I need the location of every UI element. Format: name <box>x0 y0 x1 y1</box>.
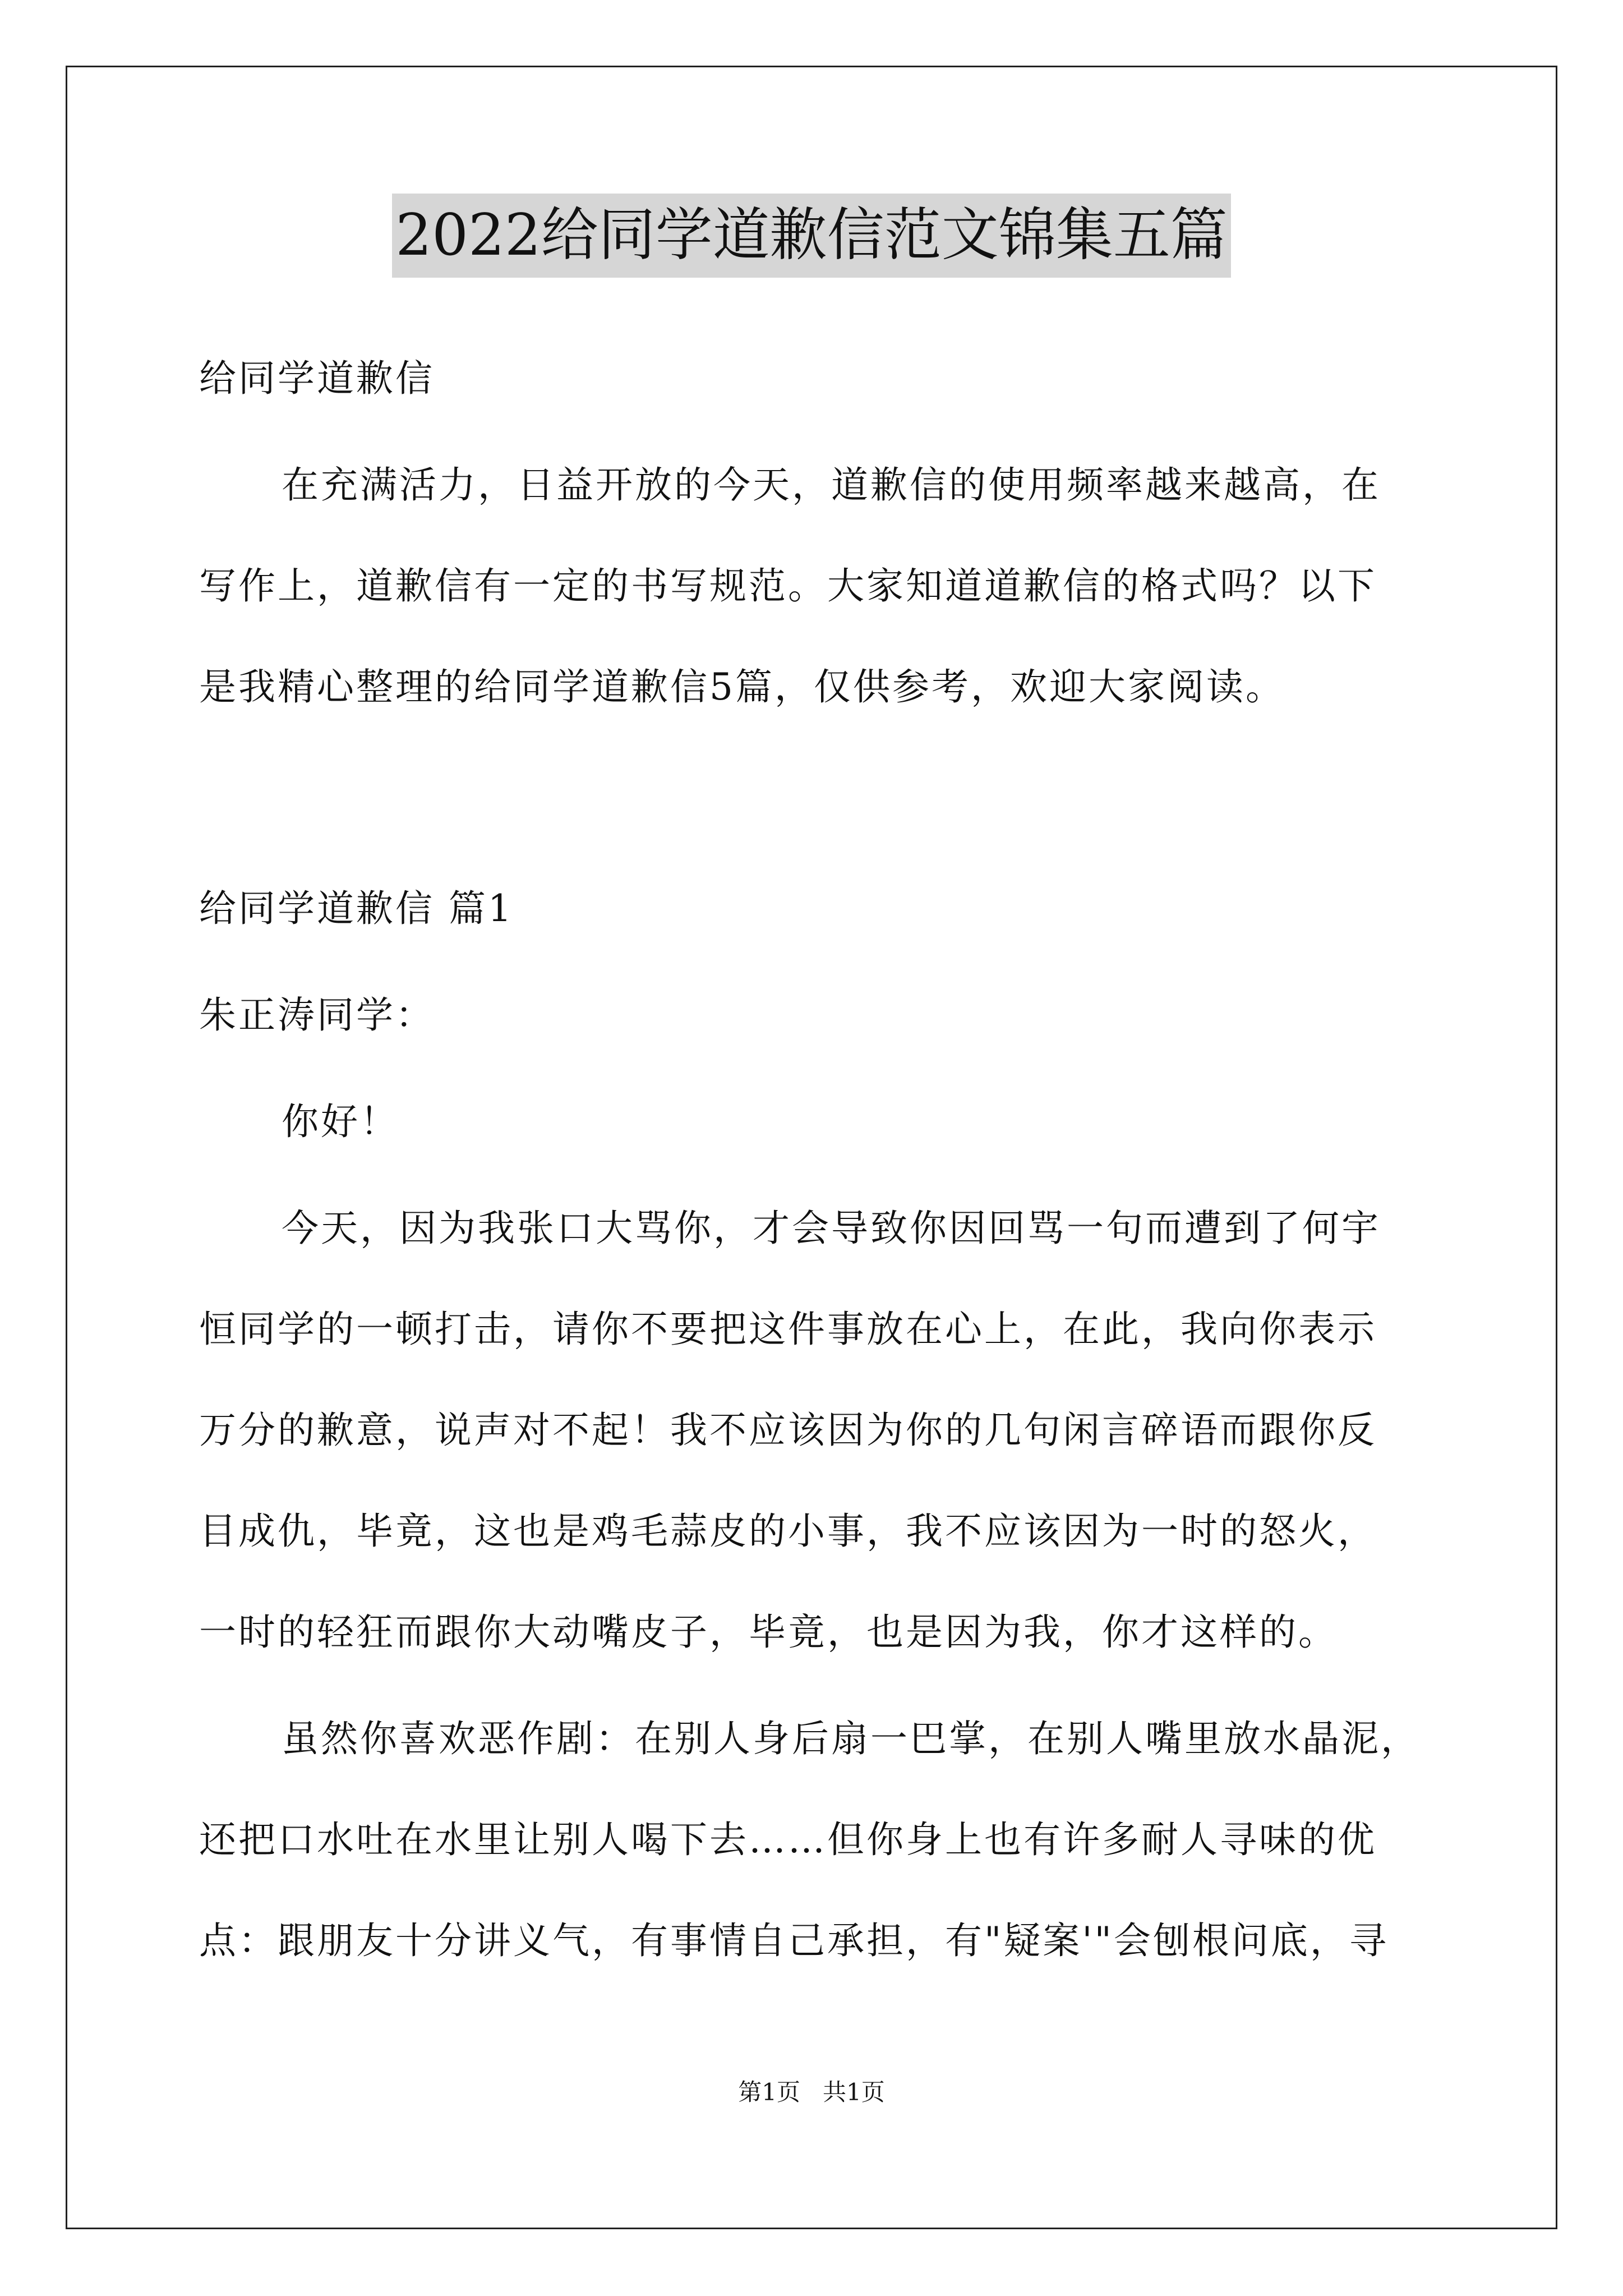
paragraph2-line: 还把口水吐在水里让别人喝下去……但你身上也有许多耐人寻味的优 <box>199 1818 1377 1861</box>
page-footer <box>0 2076 1623 2109</box>
paragraph1-line: 万分的歉意，说声对不起！我不应该因为你的几句闲言碎语而跟你反 <box>199 1409 1377 1452</box>
paragraph1-line: 恒同学的一顿打击，请你不要把这件事放在心上，在此，我向你表示 <box>199 1308 1377 1351</box>
intro-line: 写作上，道歉信有一定的书写规范。大家知道道歉信的格式吗？以下 <box>199 564 1377 608</box>
intro-line: 在充满活力，日益开放的今天，道歉信的使用频率越来越高，在 <box>282 463 1381 507</box>
title-container <box>0 194 1623 278</box>
paragraph1-line: 一时的轻狂而跟你大动嘴皮子，毕竟，也是因为我，你才这样的。 <box>199 1611 1338 1654</box>
paragraph2-line: 点：跟朋友十分讲义气，有事情自己承担，有"疑案'"会刨根问底，寻 <box>199 1919 1389 1962</box>
document-title: 2022给同学道歉信范文锦集五篇 <box>392 194 1231 278</box>
page-total: 共1页 <box>823 2078 885 2106</box>
section-heading: 给同学道歉信 篇1 <box>199 887 514 930</box>
salutation: 朱正涛同学： <box>199 993 435 1037</box>
intro-heading: 给同学道歉信 <box>199 357 435 400</box>
greeting: 你好！ <box>282 1100 399 1143</box>
paragraph1-line: 今天，因为我张口大骂你，才会导致你因回骂一句而遭到了何宇 <box>282 1207 1381 1250</box>
paragraph1-line: 目成仇，毕竟，这也是鸡毛蒜皮的小事，我不应该因为一时的怒火， <box>199 1510 1377 1553</box>
intro-line: 是我精心整理的给同学道歉信5篇，仅供参考，欢迎大家阅读。 <box>199 665 1285 708</box>
paragraph2-line: 虽然你喜欢恶作剧：在别人身后扇一巴掌，在别人嘴里放水晶泥， <box>282 1717 1420 1760</box>
page-number: 第1页 <box>738 2078 800 2106</box>
